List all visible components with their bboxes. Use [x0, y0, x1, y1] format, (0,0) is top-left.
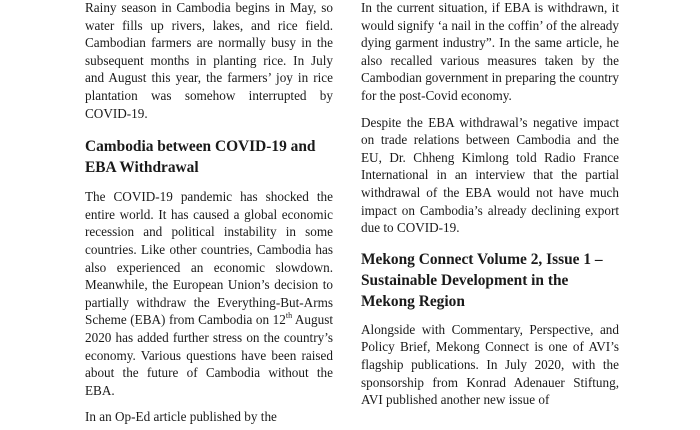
left-column	[85, 0, 333, 426]
pandemic-text-start: The COVID-19 pandemic has shocked the entire world. It has caused a global economic recession and political instability in some countries. Like other countries, Cambodia has also experienced an economic slowdown. Meanwhile, the European Union’s decision to partially withdraw the Everything-But-Arms Scheme (EBA) from Cambodia on 12	[85, 189, 333, 328]
rainy-season-paragraph: Rainy season in Cambodia begins in May, so water fills up rivers, lakes, and rice field. Cambodian farmers are normally busy in the subsequent months in planting rice. In July and August this year, the farmers’ joy in rice plantation was somehow interrupted by COVID-19.	[85, 0, 333, 121]
date-ordinal-suffix: th	[285, 311, 293, 321]
mekong-connect-heading: Mekong Connect Volume 2, Issue 1 – Sustainable Development in the Mekong Region	[361, 250, 603, 310]
op-ed-paragraph: In an Op-Ed article published by the	[85, 409, 277, 425]
covid-eba-heading: Cambodia between COVID-19 and EBA Withdrawal	[85, 138, 316, 177]
right-column	[361, 0, 619, 409]
pandemic-paragraph	[85, 188, 333, 399]
coffin-quote-paragraph: In the current situation, if EBA is withdrawn, it would signify ‘a nail in the coffin’ of the already dying garment industry”. In the same article, he also recalled various measures taken by the Cambodian government in preparing the country for the post-Covid economy.	[361, 0, 619, 103]
flagship-publication-paragraph: Alongside with Commentary, Perspective, and Policy Brief, Mekong Connect is one of AVI’s flagship publications. In July 2020, with the sponsorship from Konrad Adenauer Stiftung, AVI published another new issue of	[361, 321, 619, 408]
pandemic-text-end: August 2020 has added further stress on the country’s economy. Various questions have been raised about the future of Cambodia without the EBA.	[85, 312, 333, 398]
eba-impact-paragraph: Despite the EBA withdrawal’s negative impact on trade relations between Cambodia and the EU, Dr. Chheng Kimlong told Radio France International in an interview that the partial withdrawal of the EBA would not have much impact on Cambodia’s already declining export due to COVID-19.	[361, 114, 619, 236]
